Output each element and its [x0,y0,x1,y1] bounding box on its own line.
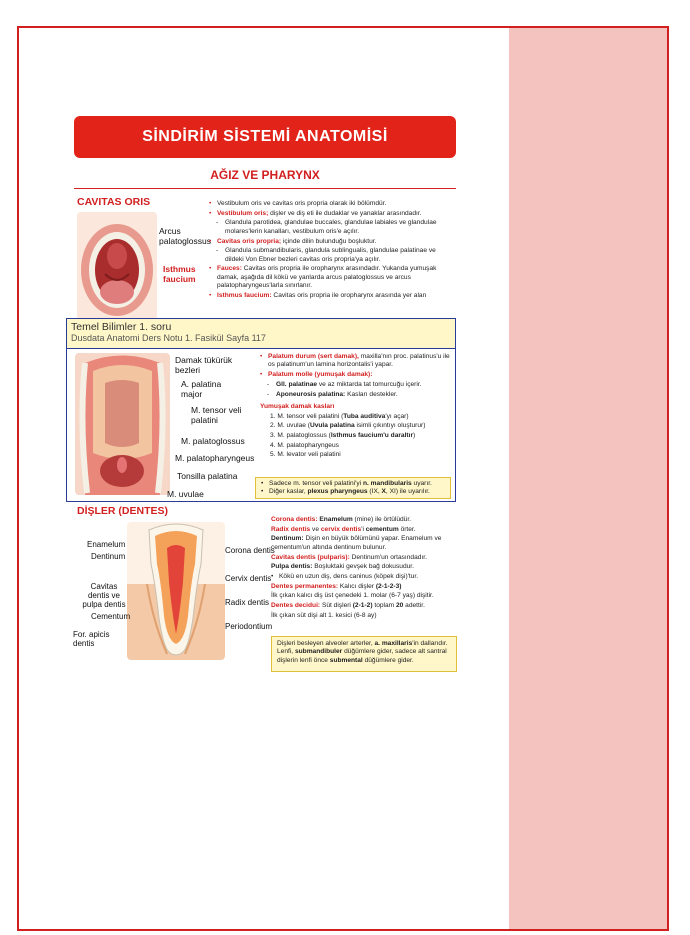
dentes-text [271,516,457,621]
isthmus-faucium-label: Isthmus faucium [163,264,196,284]
cavitas-line-5: - Glandula submandibularis, glandula sublingualis, glandulae palatinae ve dildeki Von Ebner bezleri cavitas oris propria'ya açılır. [209,247,455,264]
dentes-line-5: Pulpa dentis: Boşluktaki gevşek bağ dokusudur. [271,563,414,571]
tonsilla-label: Tonsilla palatina [177,471,238,481]
cavitas-line-3: - Glandula parotidea, glandulae buccales, glandulae labiales ve glandulae molares'lerin kanalları, vestibulum oris'e açılır. [209,219,455,236]
kaslar-heading: Yumuşak damak kasları [260,402,335,410]
page-frame [17,26,669,931]
dentes-line-4: Cavitas dentis (pulparis): Dentinum'un ortasındadır. [271,553,427,561]
cavitas-text [209,200,455,302]
palate-image [75,353,170,495]
palatum-durum: • Palatum durum (sert damak), maxilla'nın proc. palatinus'u ile os palatinum'un lamina horizontalis'i yapar. [260,353,450,370]
pink-margin [509,28,667,929]
tensor-label: M. tensor veli palatini [191,405,242,425]
cavitas-line-1: • Vestibulum oris ve cavitas oris propria olarak iki bölümdür. [209,200,455,208]
palatum-molle: • Palatum molle (yumuşak damak): [260,371,450,379]
dentes-line-7: Dentes permanentes: Kalıcı dişler (2-1-2-3) [271,582,402,590]
cementum-label: Cementum [91,612,131,621]
cavitas-line-4: • Cavitas oris propria; içinde dilin bulunduğu boşluktur. [209,238,455,246]
radix-label: Radix dentis [225,598,270,607]
dentes-line-9: Dentes decidui: Süt dişleri (2-1-2) toplam 20 adettir. [271,602,425,610]
periodontium-label: Periodontium [225,622,273,631]
cavitas-line-7: • Isthmus faucium: Cavitas oris propria ile oropharynx arasında yer alan [209,292,455,300]
aponeurosis: - Aponeurosis palatina: Kasları destekler. [260,391,450,399]
question-overlay [66,318,456,349]
question-title: Temel Bilimler 1. soru [71,321,172,333]
palate-panel [66,348,456,502]
question-source: Dusdata Anatomi Ders Notu 1. Fasikül Sayfa 117 [71,333,266,343]
divider [74,188,456,189]
muscle-1: 1. M. tensor veli palatini (Tuba auditiva'yı açar) [270,412,409,420]
dentes-line-1: Corona dentis: Enamelum (mine) ile örtülüdür. [271,516,411,523]
cervix-label: Cervix dentis [225,574,272,583]
innervation-note [255,477,451,499]
corona-label: Corona dentis [225,546,275,555]
cavitas-line-2: • Vestibulum oris; dişler ve diş eti ile dudaklar ve yanaklar arasındadır. [209,210,455,218]
muscle-5: 5. M. levator veli palatini [270,451,341,459]
palatoglossus-label: M. palatoglossus [181,436,245,446]
mouth-image [77,212,157,322]
tooth-image [127,522,225,660]
muscle-2: 2. M. uvulae (Uvula palatina isimli çıkıntıyı oluşturur) [270,422,426,430]
uvulae-label: M. uvulae [167,489,204,499]
dentes-heading: DİŞLER (DENTES) [77,505,169,517]
muscle-4: 4. M. palatopharyngeus [270,441,339,449]
dentes-line-6: • Kökü en uzun diş, dens caninus (köpek dişi)'tur. [271,573,457,581]
innervation-1: • Sadece m. tensor veli palatini'yi n. mandibularis uyarır. [261,480,445,488]
palate-text [260,353,450,461]
cavitas-oris-heading: CAVITAS ORIS [77,196,151,208]
artery-note: Dişleri besleyen alveoler arterler, a. maxillaris'in dallarıdır. Lenfi, submandibuler düğümlere gider, sadece alt santral dişlerin lenfi önce submental düğümlere gider. [271,636,457,672]
gll-palatinae: - Gll. palatinae ve az miktarda tat tomurcuğu içerir. [260,381,450,389]
cavitas-line-6: • Fauces: Cavitas oris propria ile oropharynx arasındadır. Yukarıda yumuşak damak, aşağıda dil kökü ve yanlarda arcus palatoglossus ve arcus palatopharyngeus'larla sınırlanır. [209,265,455,290]
section-subtitle: AĞIZ VE PHARYNX [210,168,320,182]
dentes-line-2: Radix dentis ve cervix dentis'i cementum örter. [271,525,416,533]
page-title: SİNDİRİM SİSTEMİ ANATOMİSİ [74,116,456,158]
palatina-label: A. palatina major [181,379,222,399]
muscle-3: 3. M. palatoglossus (Isthmus faucium'u daraltır) [270,432,416,440]
apicis-label: For. apicis dentis [73,630,110,648]
palatopharyngeus-label: M. palatopharyngeus [175,453,255,463]
innervation-2: • Diğer kaslar, plexus pharyngeus (IX, X, XI) ile uyarılır. [261,488,445,496]
dentes-line-8: İlk çıkan kalıcı diş üst çenedeki 1. molar (6-7 yaş) dişitir. [271,592,434,600]
arcus-palatoglossus-label: Arcus palatoglossus [159,226,211,246]
enamelum-label: Enamelum [87,540,126,549]
dentes-line-3: Dentinum: Dişin en büyük bölümünü yapar. Enamelum ve cementum'un altında dentinum bulunur. [271,535,442,551]
cavitas-dentis-label: Cavitas dentis ve pulpa dentis [82,582,126,609]
damak-label: Damak tükürük bezleri [175,355,233,375]
dentes-line-10: İlk çıkan süt dişi alt 1. kesici (6-8 ay) [271,611,377,619]
dentinum-label: Dentinum [91,552,126,561]
